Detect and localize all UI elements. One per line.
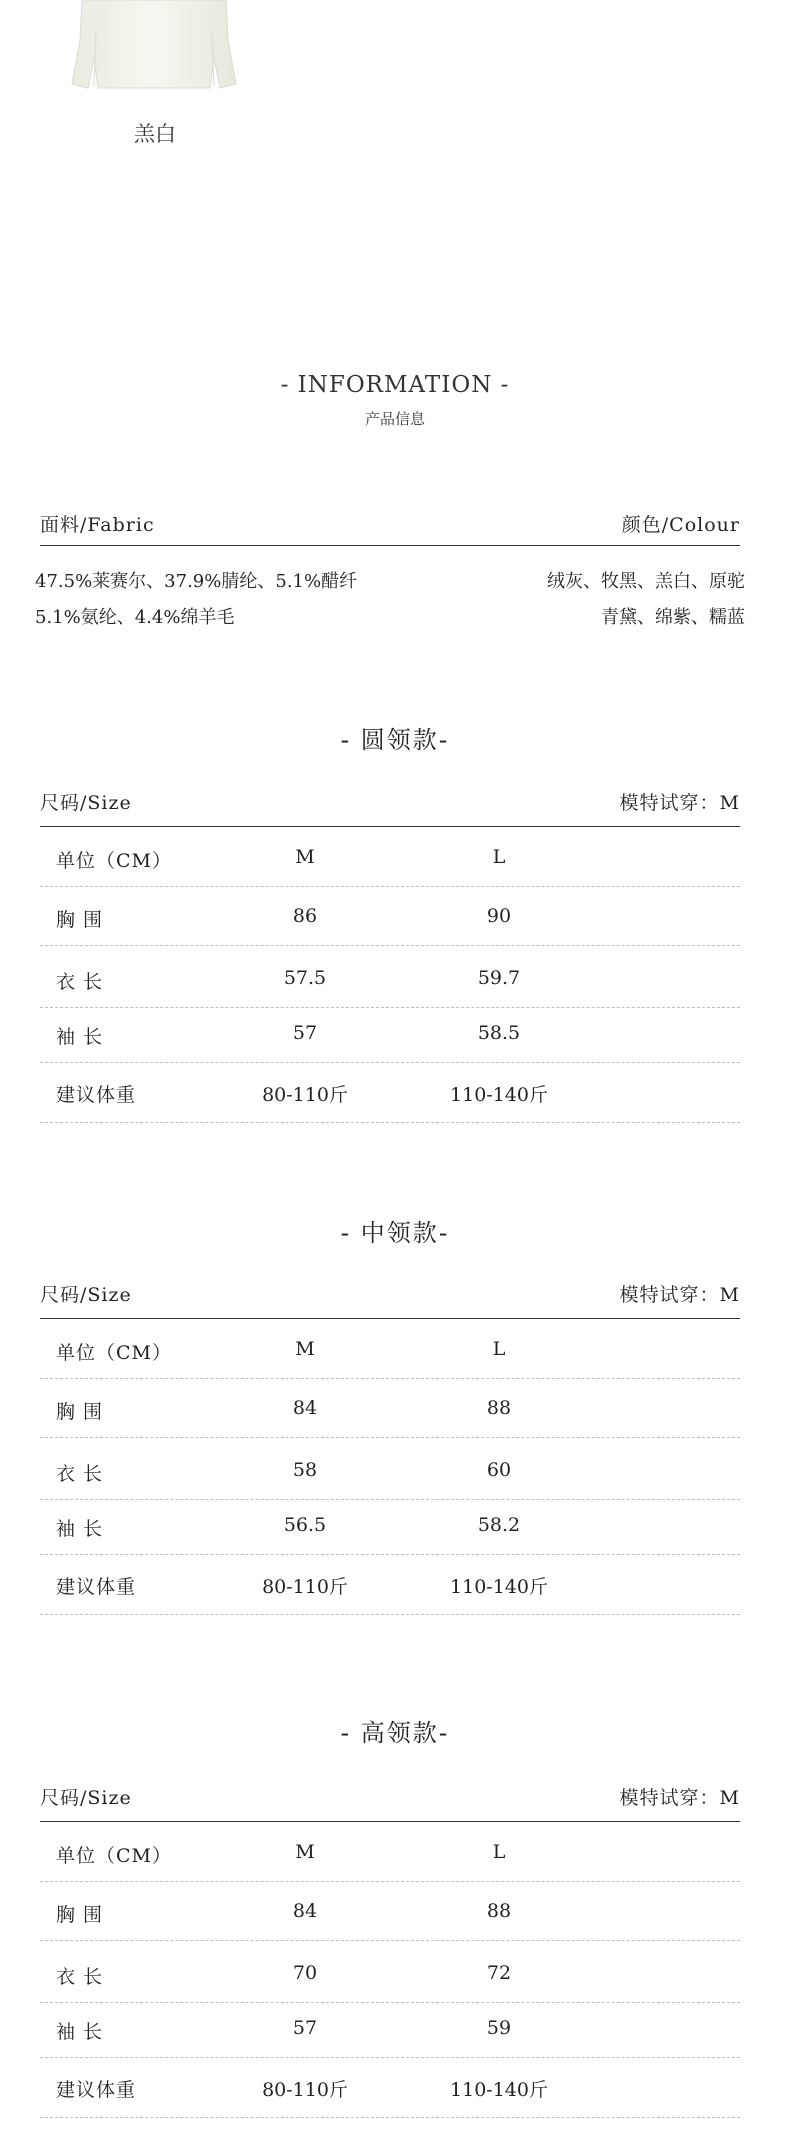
size-m-value: 57 xyxy=(292,2017,318,2039)
product-garment-image xyxy=(68,0,240,92)
size-m-value: M xyxy=(295,1841,315,1863)
size-m-value: 57.5 xyxy=(283,967,327,989)
row-label: 建议体重 xyxy=(56,1084,137,1106)
size-l-value: 58.5 xyxy=(477,1022,521,1044)
fabric-colour-header xyxy=(40,510,740,537)
table-row xyxy=(40,1841,740,1881)
row-label: 单位（CM） xyxy=(56,1342,172,1364)
size-header: 尺码/Size xyxy=(40,792,132,814)
table-row xyxy=(40,1022,740,1062)
size-m-value: 58 xyxy=(292,1459,318,1481)
size-m-value: 80-110斤 xyxy=(262,1576,348,1598)
section-title: - 高领款- xyxy=(340,1719,450,1747)
dashed-divider xyxy=(40,1378,740,1379)
size-l-value: L xyxy=(492,1841,506,1863)
row-label: 建议体重 xyxy=(56,2079,137,2101)
dashed-divider xyxy=(40,1122,740,1123)
size-m-value: 80-110斤 xyxy=(262,1084,348,1106)
divider-line xyxy=(40,826,740,827)
fabric-line-2: 5.1%氨纶、4.4%绵羊毛 xyxy=(35,607,235,628)
row-label: 胸 围 xyxy=(56,1401,104,1423)
size-l-value: 110-140斤 xyxy=(450,1084,548,1106)
size-l-value: 110-140斤 xyxy=(450,2079,548,2101)
size-m-value: M xyxy=(295,846,315,868)
dashed-divider xyxy=(40,1062,740,1063)
size-l-value: 90 xyxy=(486,905,512,927)
size-l-value: L xyxy=(492,846,506,868)
table-row xyxy=(40,1900,740,1940)
dashed-divider xyxy=(40,1499,740,1500)
row-label: 袖 长 xyxy=(56,1026,104,1048)
table-row xyxy=(40,2017,740,2057)
size-l-value: 88 xyxy=(486,1397,512,1419)
table-row xyxy=(40,1080,740,1120)
dashed-divider xyxy=(40,2117,740,2118)
dashed-divider xyxy=(40,886,740,887)
colour-line-2: 青黛、绵紫、糯蓝 xyxy=(601,607,745,628)
dashed-divider xyxy=(40,1437,740,1438)
section-title: - 圆领款- xyxy=(340,726,450,754)
size-l-value: L xyxy=(492,1338,506,1360)
table-row xyxy=(40,1338,740,1378)
row-label: 单位（CM） xyxy=(56,850,172,872)
table-row xyxy=(40,1514,740,1554)
row-label: 衣 长 xyxy=(56,971,104,993)
size-l-value: 58.2 xyxy=(477,1514,521,1536)
size-l-value: 88 xyxy=(486,1900,512,1922)
size-l-value: 59 xyxy=(486,2017,512,2039)
fabric-line-1: 47.5%莱赛尔、37.9%腈纶、5.1%醋纤 xyxy=(35,571,358,592)
size-table-header xyxy=(40,1783,740,1810)
colour-header: 颜色/Colour xyxy=(621,514,740,536)
dashed-divider xyxy=(40,2002,740,2003)
table-row xyxy=(40,2075,740,2115)
model-note: 模特试穿：M xyxy=(619,792,740,814)
size-l-value: 72 xyxy=(486,1962,512,1984)
information-subtitle: 产品信息 xyxy=(364,410,425,428)
model-note: 模特试穿：M xyxy=(619,1787,740,1809)
dashed-divider xyxy=(40,1614,740,1615)
table-row xyxy=(40,846,740,886)
size-l-value: 59.7 xyxy=(477,967,521,989)
dashed-divider xyxy=(40,2057,740,2058)
colour-line-1: 绒灰、牧黑、羔白、原驼 xyxy=(547,571,745,592)
divider-line xyxy=(40,1318,740,1319)
row-label: 胸 围 xyxy=(56,909,104,931)
row-label: 袖 长 xyxy=(56,1518,104,1540)
fabric-colour-row xyxy=(35,603,745,629)
divider-line xyxy=(40,1821,740,1822)
row-label: 单位（CM） xyxy=(56,1845,172,1867)
dashed-divider xyxy=(40,1554,740,1555)
row-label: 衣 长 xyxy=(56,1463,104,1485)
table-row xyxy=(40,967,740,1007)
size-m-value: 57 xyxy=(292,1022,318,1044)
table-row xyxy=(40,1572,740,1612)
section-title: - 中领款- xyxy=(340,1219,450,1247)
information-title: - INFORMATION - xyxy=(280,372,510,398)
dashed-divider xyxy=(40,1881,740,1882)
size-m-value: 84 xyxy=(292,1900,318,1922)
table-row xyxy=(40,1459,740,1499)
model-note: 模特试穿：M xyxy=(619,1284,740,1306)
color-swatch-label: 羔白 xyxy=(134,122,176,146)
size-l-value: 110-140斤 xyxy=(450,1576,548,1598)
dashed-divider xyxy=(40,1007,740,1008)
size-m-value: 70 xyxy=(292,1962,318,1984)
table-row xyxy=(40,905,740,945)
table-row xyxy=(40,1962,740,2002)
size-m-value: 84 xyxy=(292,1397,318,1419)
row-label: 建议体重 xyxy=(56,1576,137,1598)
fabric-header: 面料/Fabric xyxy=(40,514,155,536)
size-header: 尺码/Size xyxy=(40,1787,132,1809)
size-m-value: 80-110斤 xyxy=(262,2079,348,2101)
size-table-header xyxy=(40,788,740,815)
row-label: 胸 围 xyxy=(56,1904,104,1926)
row-label: 衣 长 xyxy=(56,1966,104,1988)
size-header: 尺码/Size xyxy=(40,1284,132,1306)
size-m-value: 86 xyxy=(292,905,318,927)
table-row xyxy=(40,1397,740,1437)
size-m-value: M xyxy=(295,1338,315,1360)
row-label: 袖 长 xyxy=(56,2021,104,2043)
size-table-header xyxy=(40,1280,740,1307)
fabric-colour-row xyxy=(35,567,745,593)
size-m-value: 56.5 xyxy=(283,1514,327,1536)
dashed-divider xyxy=(40,1940,740,1941)
dashed-divider xyxy=(40,945,740,946)
divider-line xyxy=(40,545,740,546)
size-l-value: 60 xyxy=(486,1459,512,1481)
